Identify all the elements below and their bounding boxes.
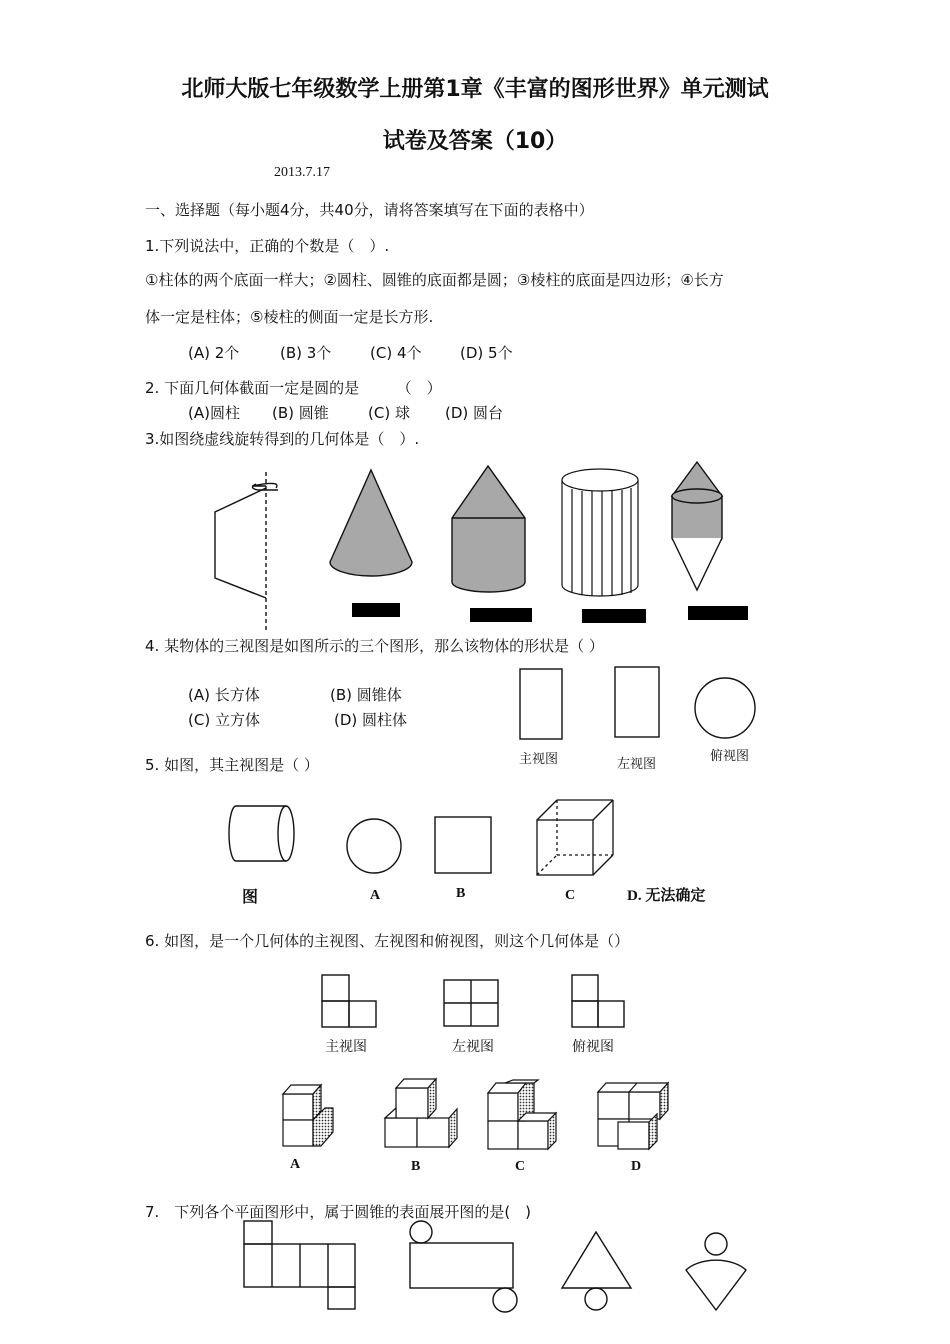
- q7-stem: 7. 下列各个平面图形中，属于圆锥的表面展开图的是( ): [145, 1203, 532, 1221]
- q5-label-b: B: [456, 886, 466, 901]
- q6-stem: 6. 如图，是一个几何体的主视图、左视图和俯视图，则这个几何体是（）: [145, 932, 630, 950]
- q4-top-label: 俯视图: [710, 749, 750, 764]
- title-line-2: 试卷及答案（10）: [382, 129, 568, 154]
- q7-net-a: [244, 1221, 355, 1309]
- q2-option-a: (A)圆柱: [188, 404, 240, 422]
- q1-option-b: (B) 3个: [280, 344, 332, 362]
- q6-top-label: 俯视图: [572, 1039, 614, 1055]
- q4-option-a: (A) 长方体: [188, 686, 260, 704]
- q7-net-d: [686, 1233, 746, 1310]
- q5-figure-label: 图: [242, 889, 259, 906]
- q7-net-b: [410, 1221, 517, 1312]
- q5-label-c: C: [565, 888, 576, 903]
- q6-label-d: D: [631, 1159, 642, 1174]
- q5-label-d: D. 无法确定: [627, 888, 706, 904]
- q4-option-c: (C) 立方体: [188, 711, 260, 729]
- q1-option-c: (C) 4个: [370, 344, 422, 362]
- q1-line1: ①柱体的两个底面一样大；②圆柱、圆锥的底面都是圆；③棱柱的底面是四边形；④长方: [145, 271, 724, 289]
- q2-stem: 2. 下面几何体截面一定是圆的是 （ ）: [145, 379, 442, 397]
- q4-front-label: 主视图: [519, 752, 559, 767]
- q6-front-label: 主视图: [325, 1039, 367, 1055]
- q4-option-d: (D) 圆柱体: [334, 711, 408, 729]
- section-heading: 一、选择题（每小题4分，共40分，请将答案填写在下面的表格中）: [145, 201, 594, 219]
- q1-stem: 1.下列说法中，正确的个数是（ ）.: [145, 237, 390, 255]
- q5-label-a: A: [370, 888, 381, 903]
- q4-option-b: (B) 圆锥体: [330, 686, 402, 704]
- q7-net-c: [562, 1232, 631, 1310]
- q6-label-b: B: [411, 1159, 421, 1174]
- q1-option-a: (A) 2个: [188, 344, 240, 362]
- title-line-1: 北师大版七年级数学上册第1章《丰富的图形世界》单元测试: [181, 77, 769, 102]
- q1-line2: 体一定是柱体；⑤棱柱的侧面一定是长方形.: [145, 308, 434, 326]
- q1-option-d: (D) 5个: [460, 344, 513, 362]
- q6-label-a: A: [290, 1157, 301, 1172]
- q3-stem: 3.如图绕虚线旋转得到的几何体是（ ）.: [145, 430, 420, 448]
- q4-stem: 4. 某物体的三视图是如图所示的三个图形，那么该物体的形状是（ ）: [145, 637, 604, 655]
- q2-option-d: (D) 圆台: [445, 404, 504, 422]
- q6-label-c: C: [515, 1159, 526, 1174]
- q2-option-b: (B) 圆锥: [272, 404, 329, 422]
- q2-option-c: (C) 球: [368, 404, 410, 422]
- q4-side-label: 左视图: [617, 757, 657, 772]
- q6-side-label: 左视图: [452, 1039, 494, 1055]
- date: 2013.7.17: [274, 165, 330, 180]
- q5-stem: 5. 如图，其主视图是（ ）: [145, 756, 319, 774]
